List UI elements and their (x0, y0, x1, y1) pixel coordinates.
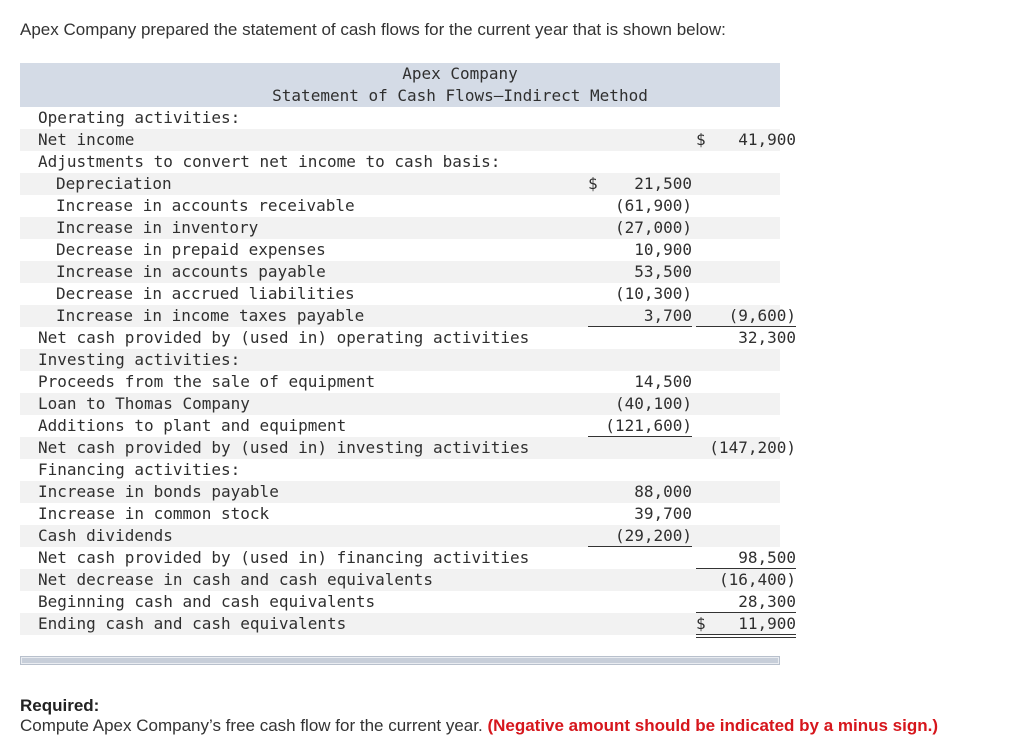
amount-text: (29,200) (614, 526, 692, 545)
amount-value (588, 371, 692, 392)
amount-value (696, 591, 796, 613)
statement-row (20, 591, 796, 613)
amount-text: 11,900 (738, 614, 796, 633)
row-label: Depreciation (56, 174, 172, 193)
statement-row (20, 415, 780, 437)
amount-text: 39,700 (634, 504, 692, 523)
task-text: Compute Apex Company’s free cash flow for the current year. (20, 716, 483, 735)
detail-amount (588, 525, 694, 547)
company-name: Apex Company (402, 64, 518, 83)
statement-row (20, 481, 780, 503)
amount-text: (40,100) (614, 394, 692, 413)
detail-amount (588, 415, 694, 437)
amount-text: 53,500 (634, 262, 692, 281)
detail-amount (588, 503, 694, 525)
amount-value (588, 261, 692, 282)
row-label: Decrease in prepaid expenses (56, 240, 326, 259)
statement-rows (20, 107, 796, 635)
statement-row (20, 261, 780, 283)
amount-value (696, 569, 796, 590)
statement-row (20, 283, 780, 305)
statement-row (20, 525, 780, 547)
scrollbar-thumb[interactable] (22, 658, 778, 663)
total-amount (696, 305, 798, 327)
row-label: Financing activities: (38, 460, 241, 479)
amount-value (588, 503, 692, 524)
row-label: Increase in accounts receivable (56, 196, 355, 215)
row-label: Investing activities: (38, 350, 241, 369)
detail-amount (588, 195, 694, 217)
required-heading: Required: (20, 696, 100, 715)
amount-text: (16,400) (718, 570, 796, 589)
amount-text: 32,300 (738, 328, 796, 347)
task-note: (Negative amount should be indicated by a minus sign.) (487, 716, 938, 735)
amount-text: (147,200) (709, 438, 796, 457)
detail-amount (588, 481, 694, 503)
amount-value (588, 305, 692, 327)
amount-text: 10,900 (634, 240, 692, 259)
row-label: Loan to Thomas Company (38, 394, 250, 413)
total-amount (696, 327, 798, 349)
row-label: Net cash provided by (used in) operating activities (38, 328, 530, 347)
row-label: Increase in income taxes payable (56, 306, 365, 325)
amount-value (588, 283, 692, 304)
row-label: Net cash provided by (used in) investing activities (38, 438, 530, 457)
amount-value (588, 173, 692, 194)
statement-row (20, 393, 780, 415)
statement-row (20, 129, 796, 151)
statement-row (20, 151, 780, 173)
currency-sign: $ (588, 174, 598, 193)
amount-value (696, 613, 796, 638)
intro-text: Apex Company prepared the statement of cash flows for the current year that is shown below: (20, 20, 726, 39)
detail-amount (588, 371, 694, 393)
amount-text: 14,500 (634, 372, 692, 391)
total-amount (696, 591, 798, 613)
row-label: Increase in accounts payable (56, 262, 326, 281)
amount-text: (27,000) (614, 218, 692, 237)
total-amount (696, 129, 798, 151)
detail-amount (588, 217, 694, 239)
statement-row (20, 569, 796, 591)
amount-value (588, 481, 692, 502)
currency-sign: $ (696, 130, 706, 149)
amount-value (588, 525, 692, 547)
row-label: Decrease in accrued liabilities (56, 284, 355, 303)
statement-row (20, 239, 780, 261)
amount-text: (10,300) (614, 284, 692, 303)
row-label: Additions to plant and equipment (38, 416, 347, 435)
row-label: Net decrease in cash and cash equivalents (38, 570, 433, 589)
row-label: Net cash provided by (used in) financing activities (38, 548, 530, 567)
amount-text: 88,000 (634, 482, 692, 501)
detail-amount (588, 305, 694, 327)
row-label: Cash dividends (38, 526, 173, 545)
amount-value (588, 239, 692, 260)
row-label: Beginning cash and cash equivalents (38, 592, 376, 611)
statement-row (20, 613, 796, 635)
row-label: Increase in inventory (56, 218, 259, 237)
amount-value (696, 547, 796, 569)
row-label: Ending cash and cash equivalents (38, 614, 347, 633)
total-amount (696, 569, 798, 591)
row-label: Proceeds from the sale of equipment (38, 372, 376, 391)
amount-value (696, 327, 796, 348)
total-amount (696, 613, 798, 635)
row-label: Adjustments to convert net income to cash basis: (38, 152, 501, 171)
amount-text: 3,700 (643, 306, 692, 325)
statement-title: Statement of Cash Flows—Indirect Method (272, 86, 648, 105)
statement-row (20, 371, 780, 393)
amount-value (696, 437, 796, 458)
row-label: Increase in common stock (38, 504, 270, 523)
total-amount (696, 437, 798, 459)
statement-row (20, 305, 796, 327)
statement-header (20, 63, 780, 107)
task-instruction (20, 716, 938, 736)
row-label: Operating activities: (38, 108, 241, 127)
detail-amount (588, 239, 694, 261)
amount-value (588, 415, 692, 437)
statement-row (20, 107, 780, 129)
amount-value (696, 305, 796, 327)
statement-row (20, 547, 796, 569)
total-amount (696, 547, 798, 569)
statement-row (20, 217, 780, 239)
amount-value (588, 195, 692, 216)
amount-text: (121,600) (605, 416, 692, 435)
row-label: Net income (38, 130, 135, 149)
detail-amount (588, 283, 694, 305)
statement-row (20, 195, 780, 217)
horizontal-scrollbar[interactable] (20, 656, 780, 665)
amount-value (588, 217, 692, 238)
detail-amount (588, 261, 694, 283)
statement-row (20, 437, 796, 459)
statement-row (20, 349, 780, 371)
statement-row (20, 503, 780, 525)
amount-text: 98,500 (738, 548, 796, 567)
currency-sign: $ (696, 614, 706, 633)
amount-text: 41,900 (738, 130, 796, 149)
statement-row (20, 327, 796, 349)
cash-flow-statement (20, 63, 796, 635)
amount-value (588, 393, 692, 414)
detail-amount (588, 173, 694, 195)
amount-text: 28,300 (738, 592, 796, 611)
detail-amount (588, 393, 694, 415)
amount-text: 21,500 (634, 174, 692, 193)
statement-row (20, 459, 780, 481)
amount-text: (9,600) (728, 306, 796, 325)
amount-text: (61,900) (614, 196, 692, 215)
statement-row (20, 173, 780, 195)
row-label: Increase in bonds payable (38, 482, 279, 501)
amount-value (696, 129, 796, 150)
